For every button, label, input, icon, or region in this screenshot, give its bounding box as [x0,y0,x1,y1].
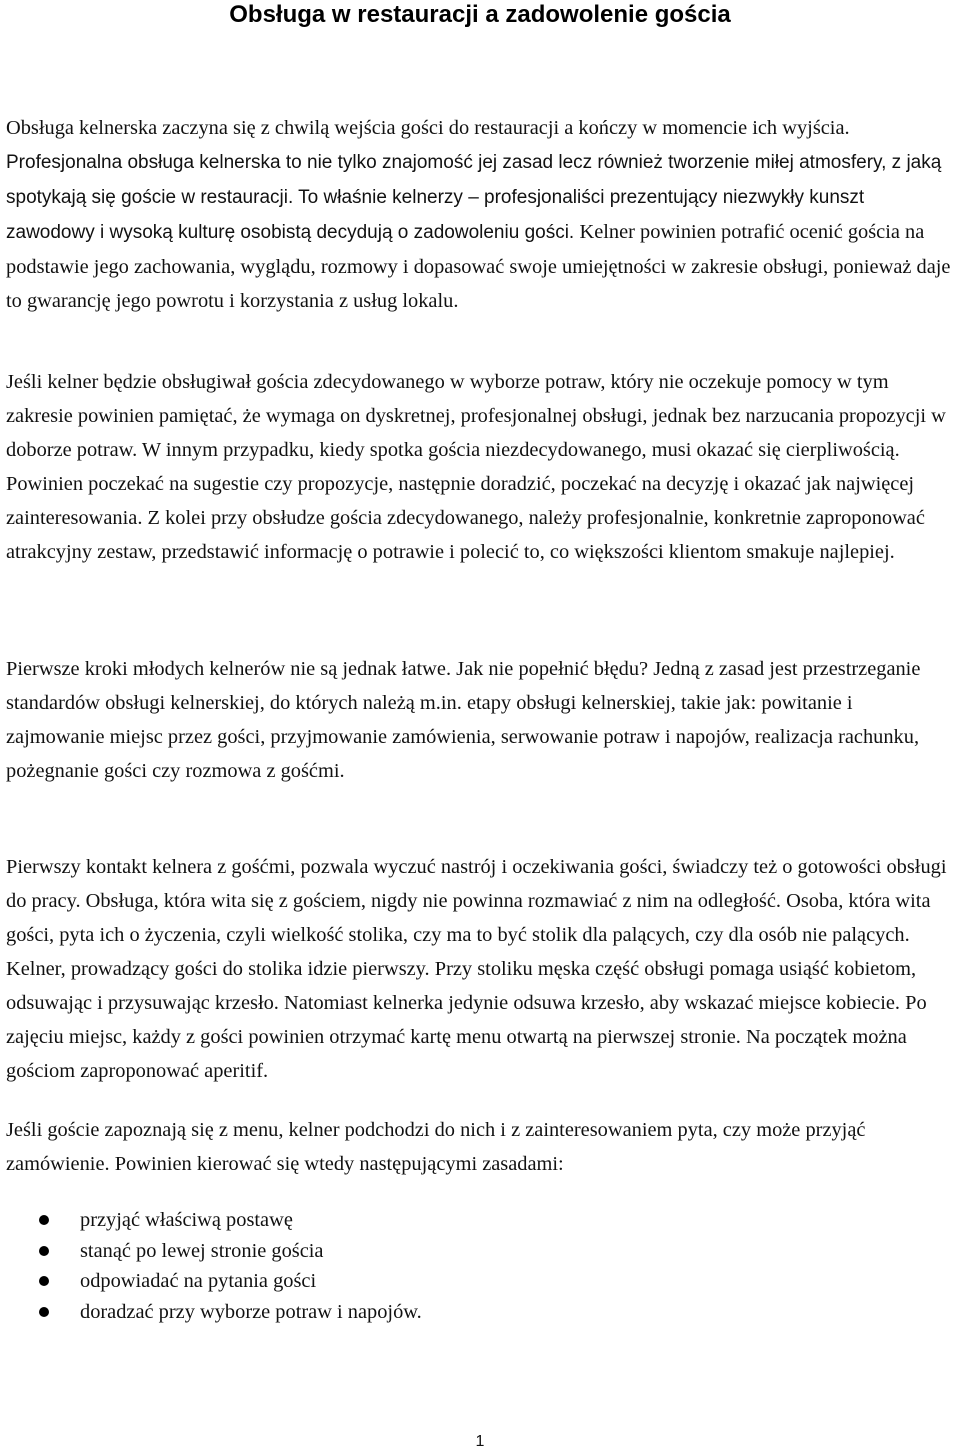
bullet-icon [39,1276,49,1286]
list-item [0,1266,960,1297]
paragraph-2: Jeśli kelner będzie obsługiwał gościa zdecydowanego w wyborze potraw, który nie oczekuje pomocy w tym zakresie powinien pamiętać, że wymaga on dyskretnej, profesjonalnej obsługi, jednak bez narzucania propozycji w doborze potraw. W innym przypadku, kiedy spotka gościa niezdecydowanego, musi okazać się cierpliwością. Powinien poczekać na sugestie czy propozycje, następnie doradzić, poczekać na decyzję i okazać jak najwięcej zainteresowania. Z kolei przy obsłudze gościa zdecydowanego, należy profesjonalnie, konkretnie zaproponować atrakcyjny zestaw, przedstawić informację o potrawie i polecić to, co większości klientom smakuje najlepiej. [6,371,946,563]
bullet-icon [39,1246,49,1256]
list-item-text: przyjąć właściwą postawę [80,1209,293,1231]
paragraph-1-part-a: Obsługa kelnerska zaczyna się z chwilą wejścia gości do restauracji a kończy w momencie ich wyjścia. [6,117,850,139]
list-item [0,1205,960,1236]
list-item-text: stanąć po lewej stronie gościa [80,1239,324,1262]
page-number: 1 [475,1433,485,1450]
paragraph-5: Jeśli goście zapoznają się z menu, kelner podchodzi do nich i z zainteresowaniem pyta, czy może przyjąć zamówienie. Powinien kierować się wtedy następującymi zasadami: [6,1119,866,1175]
document-title: Obsługa w restauracji a zadowolenie gościa [229,1,731,28]
paragraph-1-part-b: Profesjonalna obsługa kelnerska to nie tylko znajomość jej zasad lecz również tworzenie miłej atmosfery, z jaką spotykają się goście w restauracji. To właśnie kelnerzy – profesjonaliści prezentujący niezwykły kunszt zawodowy i wysoką kulturę osobistą decydują o zadowoleniu gości. [6,152,942,243]
list-item-text: odpowiadać na pytania gości [80,1270,317,1292]
bullet-icon [39,1215,49,1225]
paragraph-1-part-c: Kelner powinien potrafić ocenić gościa na podstawie jego zachowania, wyglądu, rozmowy i dopasować swoje umiejętności w zakresie obsługi, ponieważ daje to gwarancję jego powrotu i korzystania z usług lokalu. [6,221,951,312]
paragraph-4: Pierwszy kontakt kelnera z gośćmi, pozwala wyczuć nastrój i oczekiwania gości, świadczy też o gotowości obsługi do pracy. Obsługa, która wita się z gościem, nigdy nie powinna rozmawiać z nim na odległość. Osoba, która wita gości, pyta ich o życzenia, czyli wielkość stolika, czy ma to być stolik dla palących, czy dla osób nie palących. Kelner, prowadzący gości do stolika idzie pierwszy. Przy stoliku męska część obsługi pomaga usiąść kobietom, odsuwając i przysuwając krzesło. Natomiast kelnerka jedynie odsuwa krzesło, aby wskazać miejsce kobiecie. Po zajęciu miejsc, każdy z gości powinien otrzymać kartę menu otwartą na pierwszej stronie. Na początek można gościom zaproponować aperitif. [6,856,947,1082]
list-item [0,1297,960,1328]
bullet-icon [39,1307,49,1317]
paragraph-1 [6,111,954,318]
list-item-text: doradzać przy wyborze potraw i napojów. [80,1300,422,1323]
rules-list [0,1205,960,1327]
paragraph-3: Pierwsze kroki młodych kelnerów nie są jednak łatwe. Jak nie popełnić błędu? Jedną z zasad jest przestrzeganie standardów obsługi kelnerskiej, do których należą m.in. etapy obsługi kelnerskiej, takie jak: powitanie i zajmowanie miejsc przez gości, przyjmowanie zamówienia, serwowanie potraw i napojów, realizacja rachunku, pożegnanie gości czy rozmowa z gośćmi. [6,658,921,782]
list-item [0,1236,960,1267]
